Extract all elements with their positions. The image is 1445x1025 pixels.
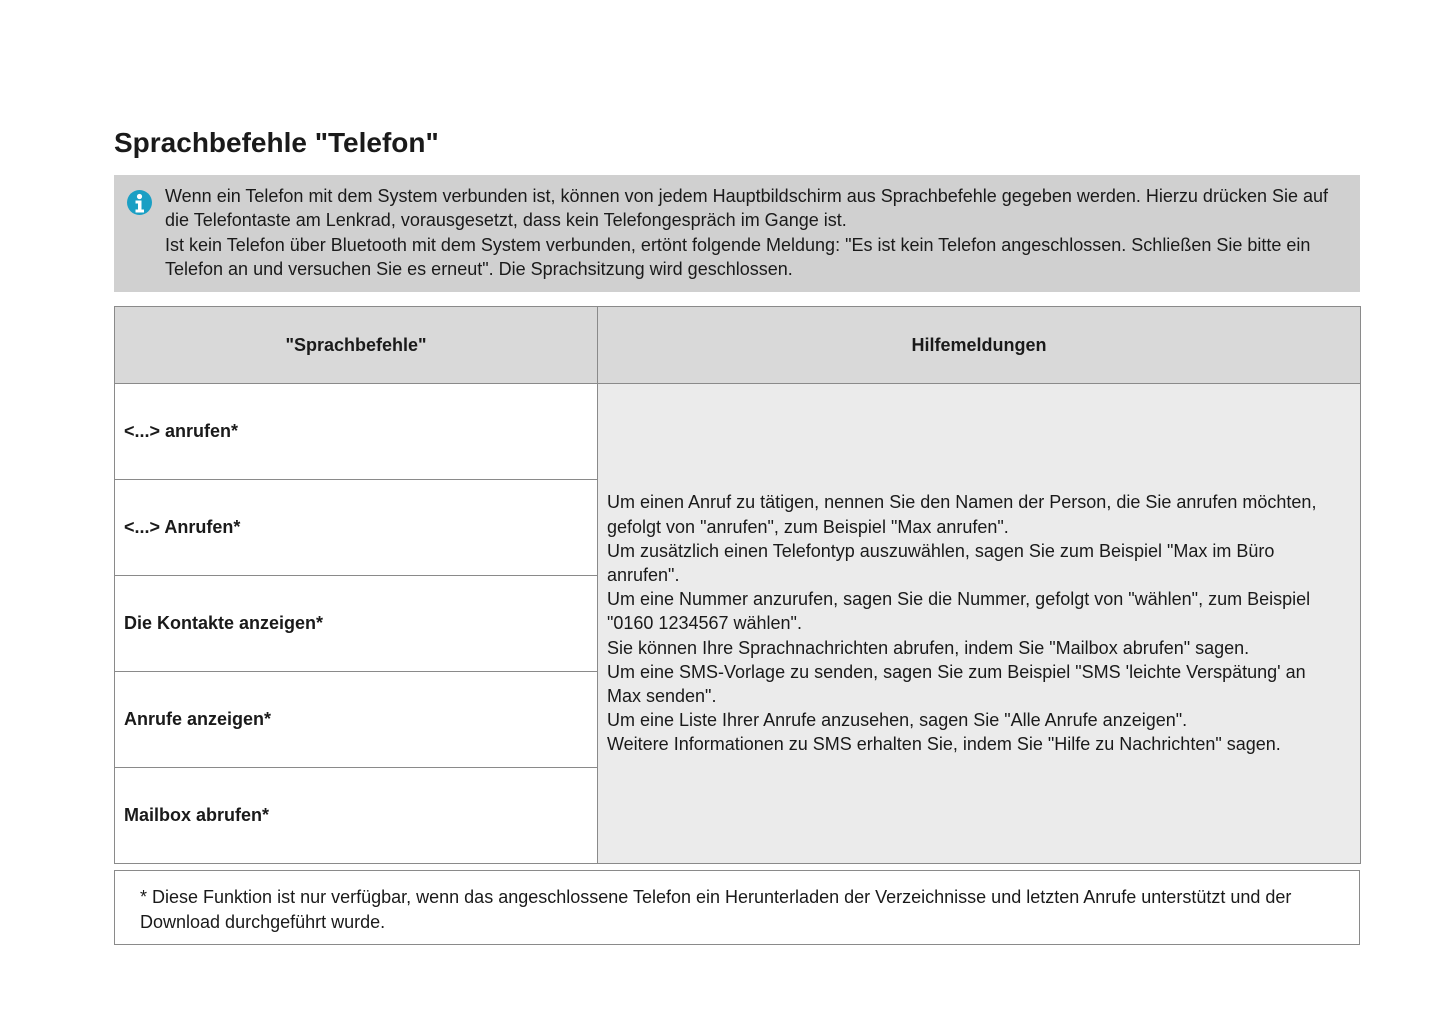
voice-commands-table xyxy=(114,306,1361,864)
footnote-text: * Diese Funktion ist nur verfügbar, wenn das angeschlossene Telefon ein Herunterladen der Verzeichnisse und letzten Anrufe unterstützt und der Download durchgeführt wurde. xyxy=(140,887,1292,932)
table-row xyxy=(115,384,1361,480)
help-line: Um zusätzlich einen Telefontyp auszuwählen, sagen Sie zum Beispiel "Max im Büro anrufen". xyxy=(607,540,1275,585)
help-line: Sie können Ihre Sprachnachrichten abrufen, indem Sie "Mailbox abrufen" sagen. xyxy=(607,637,1250,658)
command-cell: Anrufe anzeigen* xyxy=(115,672,598,768)
info-box xyxy=(114,175,1360,292)
help-line: Um eine Liste Ihrer Anrufe anzusehen, sagen Sie "Alle Anrufe anzeigen". xyxy=(607,710,1188,731)
header-commands: "Sprachbefehle" xyxy=(115,307,598,384)
info-text-1: Wenn ein Telefon mit dem System verbunden ist, können von jedem Hauptbildschirm aus Sprachbefehle gegeben werden. Hierzu drücken Sie auf die Telefontaste am Lenkrad, vorausgesetzt, dass kein Telefongespräch im Gange ist. xyxy=(165,186,1329,231)
command-cell: Mailbox abrufen* xyxy=(115,768,598,864)
help-line: Um eine SMS-Vorlage zu senden, sagen Sie zum Beispiel "SMS 'leichte Verspätung' an Max senden". xyxy=(607,661,1306,706)
command-cell: <...> anrufen* xyxy=(115,384,598,480)
table-header-row xyxy=(115,307,1361,384)
help-cell xyxy=(598,384,1361,864)
help-line: Um eine Nummer anzurufen, sagen Sie die Nummer, gefolgt von "wählen", zum Beispiel "0160 1234567 wählen". xyxy=(607,589,1311,634)
info-icon xyxy=(127,190,152,215)
command-cell: Die Kontakte anzeigen* xyxy=(115,576,598,672)
footnote xyxy=(114,870,1360,945)
info-text-2: Ist kein Telefon über Bluetooth mit dem System verbunden, ertönt folgende Meldung: "Es ist kein Telefon angeschlossen. Schließen Sie bitte ein Telefon an und versuchen Sie es erneut". Die Sprachsitzung wird geschlossen. xyxy=(165,234,1311,279)
help-line: Weitere Informationen zu SMS erhalten Sie, indem Sie "Hilfe zu Nachrichten" sagen. xyxy=(607,734,1281,755)
command-cell: <...> Anrufen* xyxy=(115,480,598,576)
header-help: Hilfemeldungen xyxy=(598,307,1361,384)
help-line: Um einen Anruf zu tätigen, nennen Sie den Namen der Person, die Sie anrufen möchten, gefolgt von "anrufen", zum Beispiel "Max anrufen". xyxy=(607,492,1317,537)
page-title: Sprachbefehle "Telefon" xyxy=(114,127,439,158)
